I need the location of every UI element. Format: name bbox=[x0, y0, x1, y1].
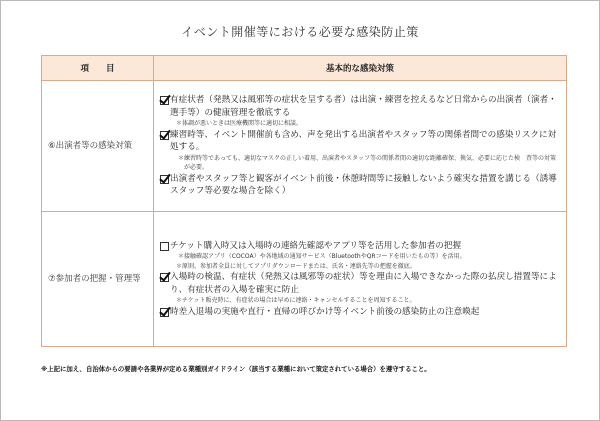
header-item: 項 目 bbox=[42, 56, 154, 81]
measure-note: ＊原則、参加者全員に対してアプリダウンロードまたは、氏名・連絡先等の把握を徹底。 bbox=[176, 262, 416, 270]
checkbox-checked-icon bbox=[160, 175, 169, 184]
measures-table bbox=[41, 55, 567, 347]
measure-item bbox=[160, 306, 560, 319]
measure-note: ＊練習時等であっても、適切なマスクの正しい着用、出演者やスタッフ等の関係者間の適切な距離確保、換気、必要に応じた検 査等の対策が必要。 bbox=[178, 154, 556, 172]
measure-text: チケット購入時又は入場時の連絡先確認やアプリ等を活用した参加者の把握 bbox=[170, 240, 462, 251]
measure-text: 有症状者（発熱又は風邪等の症状を呈する者）は出演・練習を控えるなど日常からの出演者（演者・選手等）の健康管理を徹底する bbox=[170, 95, 557, 118]
measure-item bbox=[160, 271, 560, 296]
measure-text: 時差入退場の実施や直行・直帰の呼びかけ等イベント前後の感染防止の注意喚起 bbox=[170, 306, 480, 317]
measure-text: 入場時の検温、有症状（発熱又は風邪等の症状）等を理由に入場できなかった際の払戻し措置等により、有症状者の入場を確実に防止 bbox=[170, 272, 557, 295]
checkbox-checked-icon bbox=[160, 273, 169, 282]
measure-item bbox=[160, 129, 560, 154]
table-header-row bbox=[42, 56, 567, 81]
checkbox-checked-icon bbox=[160, 131, 169, 140]
row-measures bbox=[154, 81, 567, 212]
footer-note: ※上記に加え、自治体からの要請や各業界が定める業種別ガイドライン（該当する業種において策定されている場合）を遵守すること。 bbox=[41, 365, 431, 373]
measure-item bbox=[160, 94, 560, 119]
row-label: ⑦参加者の把握・管理等 bbox=[42, 212, 154, 347]
checkbox-checked-icon bbox=[160, 96, 169, 105]
measure-note: ＊体調が悪いときは医療機関等に適切に相談。 bbox=[176, 120, 303, 128]
measure-text: 出演者やスタッフ等と観客がイベント前後・休憩時間等に接触しないよう確実な措置を講じる（誘導スタッフ等必要な場合を除く） bbox=[170, 173, 557, 197]
measure-note: ＊接触確認アプリ（COCOA）や各地域の通知サービス（BluetoothやQRコードを用いたもの等）を活用。 bbox=[178, 253, 466, 261]
measure-note: ＊チケット販売時に、有症状の場合は早めに連絡・キャンセルすることを周知すること。 bbox=[176, 297, 416, 305]
page-title: イベント開催等における必要な感染防止策 bbox=[181, 25, 419, 39]
row-label: ⑥出演者等の感染対策 bbox=[42, 81, 154, 212]
measure-text: 練習時等、イベント開催前も含め、声を発出する出演者やスタッフ等の関係者間での感染リスクに対処する。 bbox=[170, 129, 557, 153]
measure-item bbox=[160, 240, 560, 253]
checkbox-checked-icon bbox=[160, 308, 169, 317]
table-row bbox=[42, 81, 567, 212]
row-measures bbox=[154, 212, 567, 347]
measure-item bbox=[160, 173, 560, 198]
checkbox-empty-icon bbox=[160, 242, 169, 251]
table-row bbox=[42, 212, 567, 347]
header-measures: 基本的な感染対策 bbox=[154, 56, 567, 81]
